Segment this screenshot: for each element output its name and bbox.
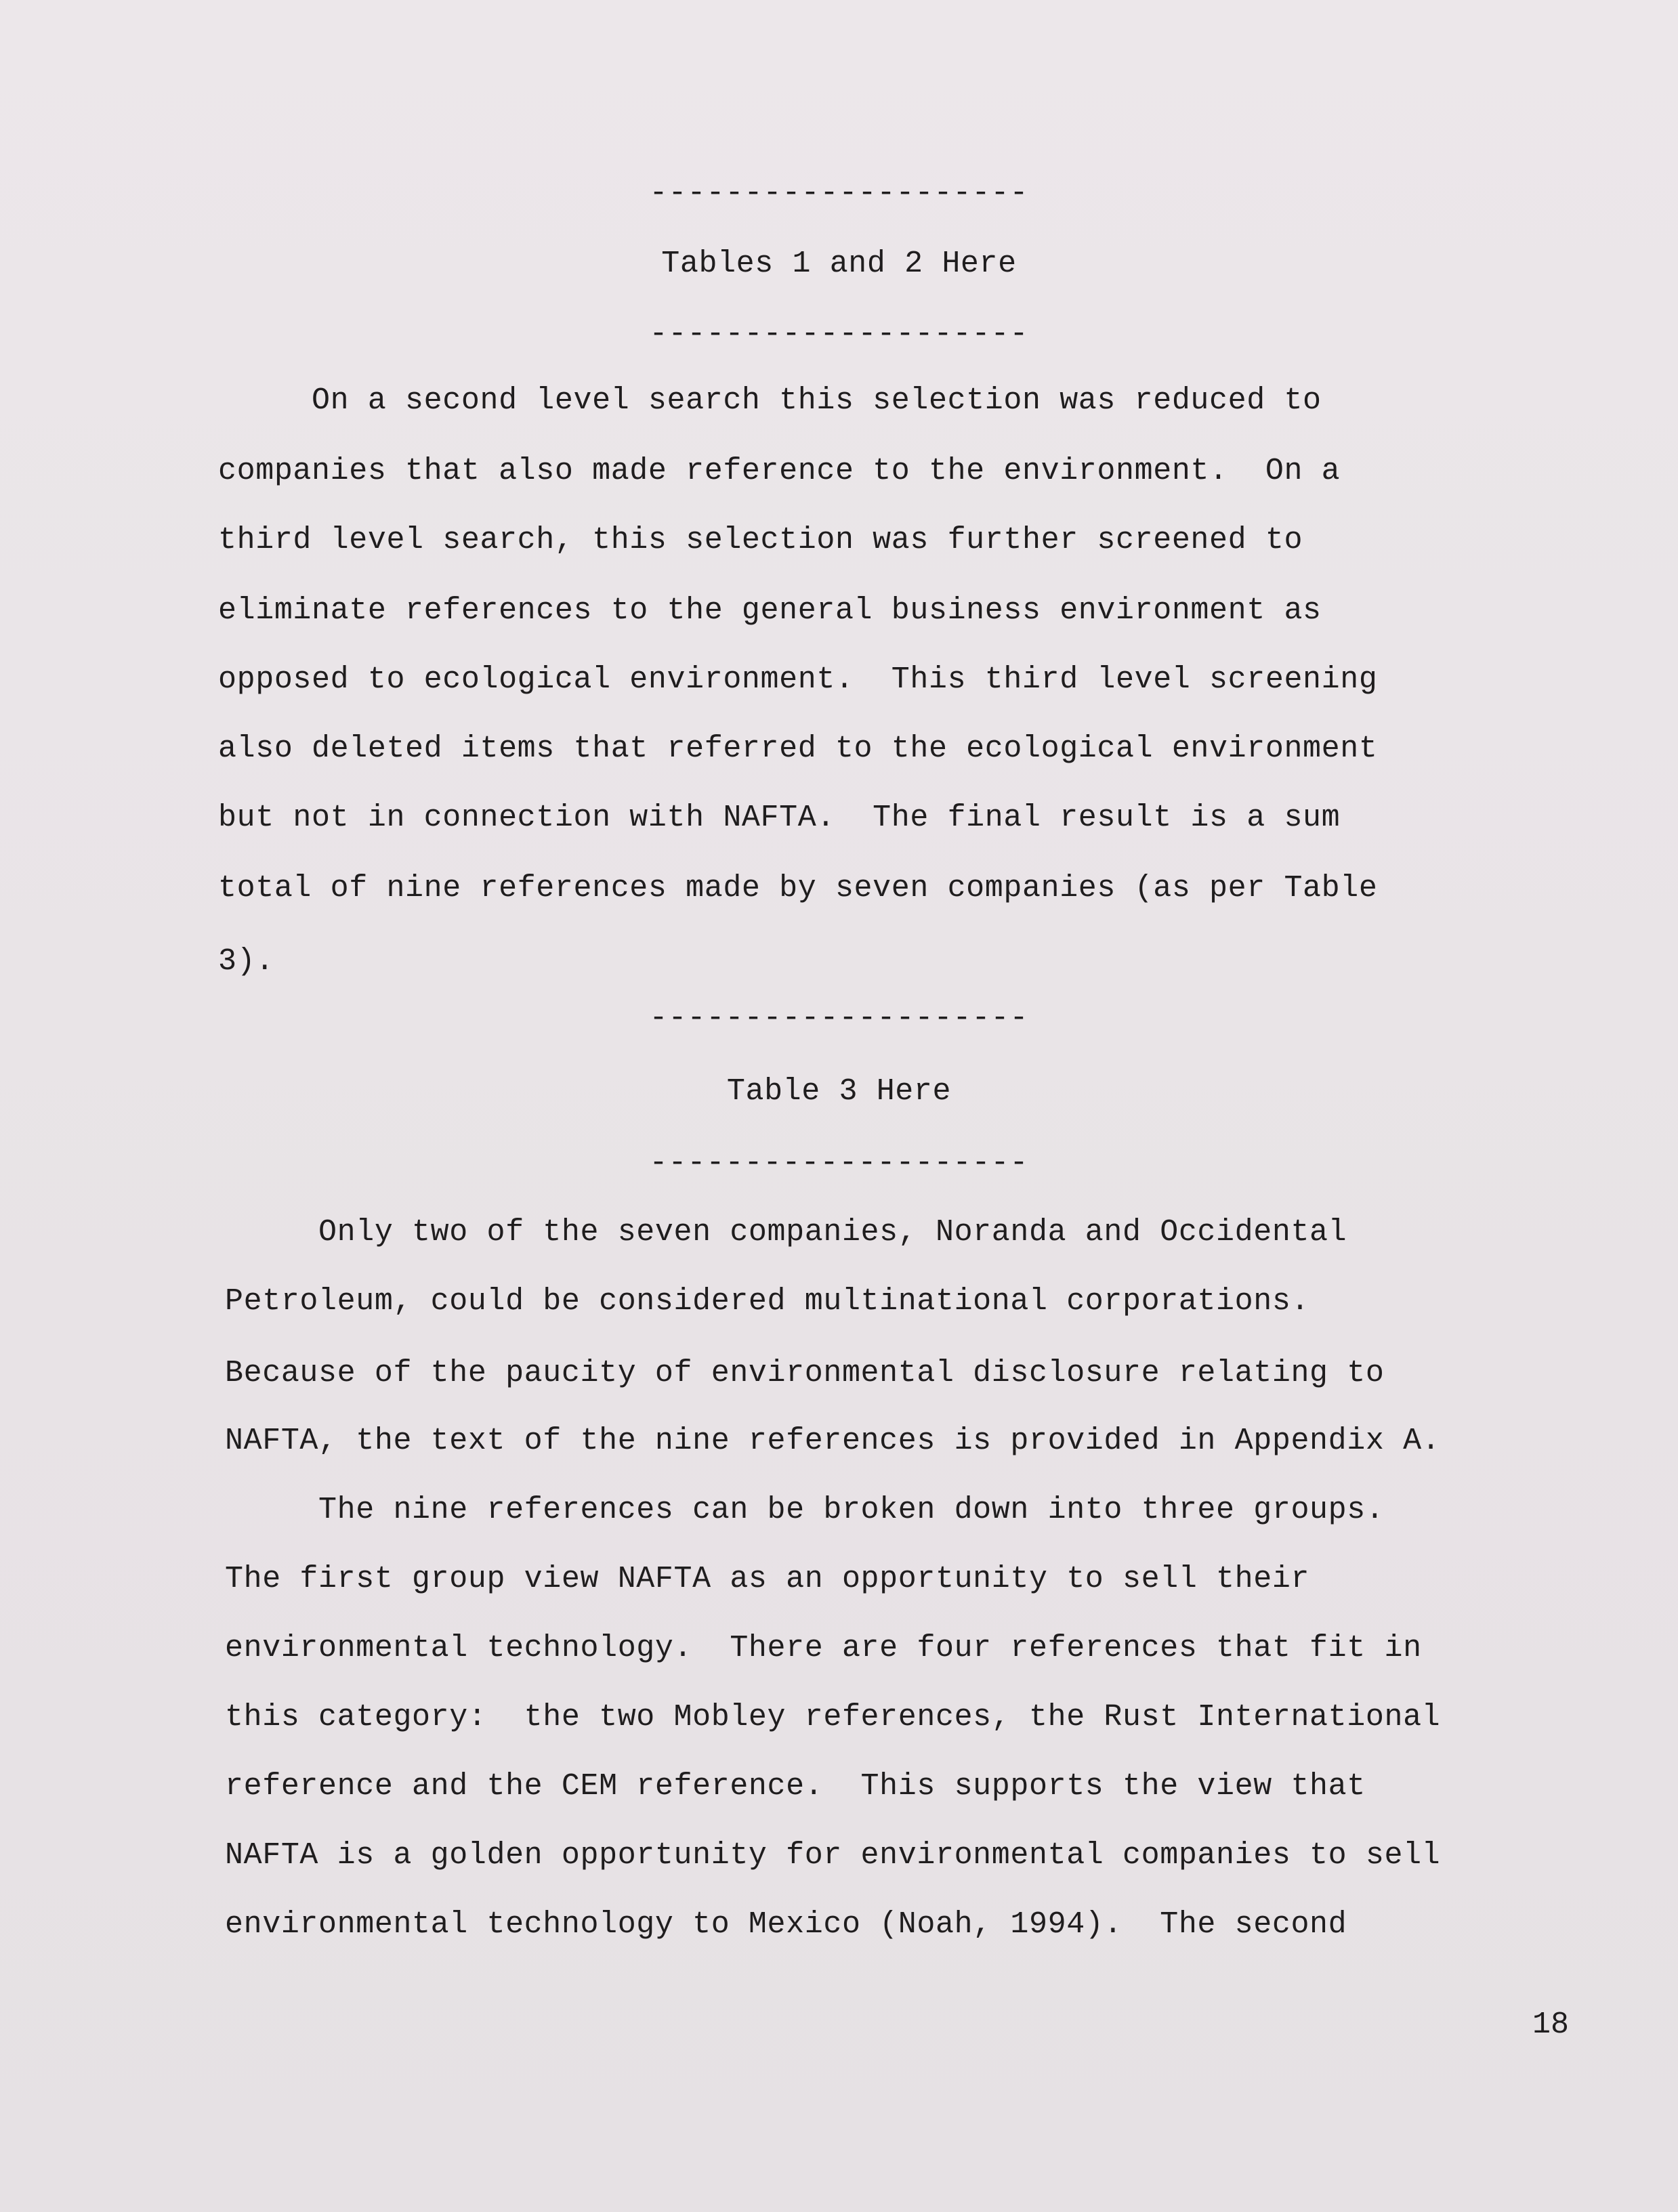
paragraph-1-line: companies that also made reference to the environment. On a bbox=[218, 454, 1341, 488]
paragraph-1-line: but not in connection with NAFTA. The final result is a sum bbox=[218, 801, 1341, 835]
paragraph-1-line: 3). bbox=[218, 944, 274, 979]
separator-top-2: -------------------- bbox=[649, 1001, 1029, 1036]
paragraph-2-line: NAFTA is a golden opportunity for environmental companies to sell bbox=[225, 1838, 1441, 1873]
paragraph-1-line: total of nine references made by seven companies (as per Table bbox=[218, 871, 1378, 906]
paragraph-1-line: On a second level search this selection was reduced to bbox=[218, 383, 1322, 418]
paragraph-2-line: environmental technology. There are four references that fit in bbox=[225, 1631, 1422, 1665]
separator-bottom-1: -------------------- bbox=[649, 317, 1029, 352]
paragraph-1-line: also deleted items that referred to the ecological environment bbox=[218, 731, 1378, 766]
paragraph-1-line: third level search, this selection was further screened to bbox=[218, 523, 1303, 557]
paragraph-2-line: Because of the paucity of environmental disclosure relating to bbox=[225, 1356, 1385, 1390]
paragraph-2-line: NAFTA, the text of the nine references is provided in Appendix A. bbox=[225, 1424, 1441, 1458]
paragraph-2-line: this category: the two Mobley references, the Rust International bbox=[225, 1700, 1441, 1735]
paragraph-2-line: environmental technology to Mexico (Noah, 1994). The second bbox=[225, 1907, 1347, 1942]
separator-top-1: -------------------- bbox=[649, 176, 1029, 211]
table-placeholder-2: Table 3 Here bbox=[726, 1074, 952, 1109]
paragraph-1-line: opposed to ecological environment. This third level screening bbox=[218, 662, 1378, 697]
paragraph-2-line: Petroleum, could be considered multinational corporations. bbox=[225, 1284, 1310, 1319]
paragraph-2-line: Only two of the seven companies, Noranda and Occidental bbox=[225, 1215, 1347, 1250]
paragraph-2-line: The first group view NAFTA as an opportunity to sell their bbox=[225, 1562, 1310, 1596]
paragraph-2-line: The nine references can be broken down into three groups. bbox=[225, 1493, 1385, 1527]
page-number: 18 bbox=[1532, 2007, 1570, 2042]
separator-bottom-2: -------------------- bbox=[649, 1146, 1029, 1181]
paragraph-2-line: reference and the CEM reference. This supports the view that bbox=[225, 1769, 1366, 1804]
table-placeholder-1: Tables 1 and 2 Here bbox=[661, 247, 1017, 281]
paragraph-1-line: eliminate references to the general business environment as bbox=[218, 593, 1322, 628]
